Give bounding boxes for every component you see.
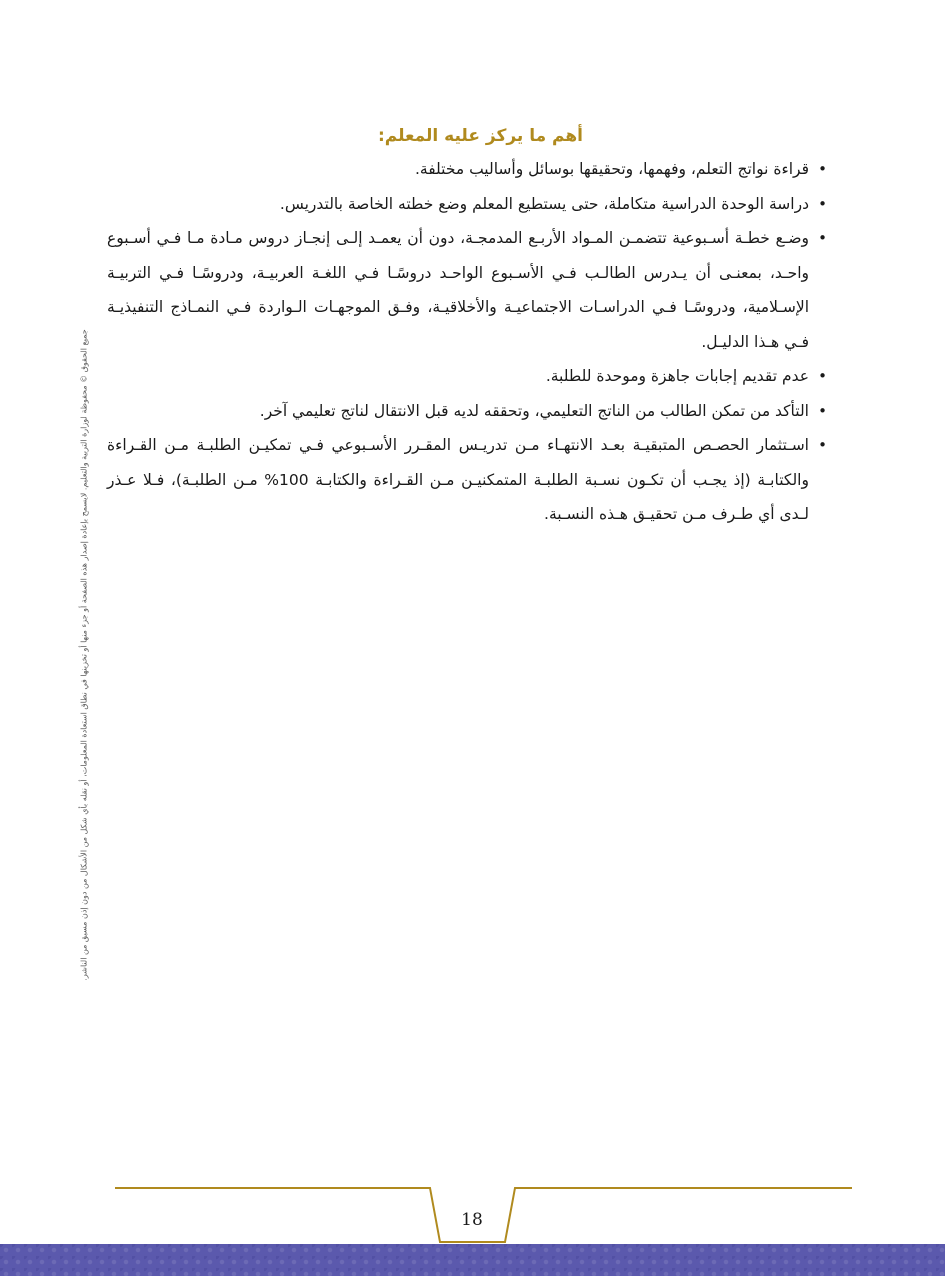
list-item-text: اسـتثمار الحصـص المتبقيـة بعـد الانتهـاء مـن تدريـس المقـرر الأسـبوعي فـي تمكيـن الطلبـة مـن القـراءة والكتابـة (إذ يجـب أن تكـون نسـبة الطلبـة المتمكنيـن مـن القـراءة والكتابـة 100% مـن الطلبـة)، فـلا عـذر لـدى أي طـرف مـن تحقيـق هـذه النسـبة. bbox=[107, 436, 809, 523]
page-number: 18 bbox=[461, 1210, 483, 1230]
bullet-icon: • bbox=[818, 436, 827, 454]
bullet-icon: • bbox=[818, 194, 827, 213]
list-item-text: قراءة نواتج التعلم، وفهمها، وتحقيقها بوسائل وأساليب مختلفة. bbox=[414, 160, 809, 178]
list-item bbox=[107, 221, 827, 359]
bullet-icon: • bbox=[818, 160, 827, 178]
bottom-decorative-band bbox=[0, 1244, 945, 1276]
list-item-text: عدم تقديم إجابات جاهزة وموحدة للطلبة. bbox=[545, 367, 809, 385]
bullet-icon: • bbox=[818, 229, 827, 247]
bullet-icon: • bbox=[818, 367, 827, 385]
focus-points-list bbox=[107, 152, 827, 532]
copyright-side-note bbox=[78, 295, 90, 1015]
copyright-text: جميع الحقوق © محفوظة لوزارة التربية والتعليم. لايسمح بإعادة إصدار هذه الصفحة أو جزء منها أو تخزينها في نطاق استعادة المعلومات، أو نقله بأي شكل من الأشكال من دون إذن مسبق من الناشر. bbox=[79, 329, 89, 981]
list-item bbox=[107, 187, 827, 222]
list-item-text: دراسة الوحدة الدراسية متكاملة، حتى يستطيع المعلم وضع خطته الخاصة بالتدريس. bbox=[279, 194, 809, 213]
list-item-text: التأكد من تمكن الطالب من الناتج التعليمي، وتحققه لديه قبل الانتقال لناتج تعليمي آخر. bbox=[259, 401, 809, 420]
bullet-icon: • bbox=[818, 401, 827, 420]
list-item bbox=[107, 152, 827, 187]
list-item bbox=[107, 394, 827, 429]
list-item bbox=[107, 359, 827, 394]
list-item bbox=[107, 428, 827, 532]
list-item-text: وضـع خطـة أسـبوعية تتضمـن المـواد الأربـع المدمجـة، دون أن يعمـد إلـى إنجـاز دروس مـادة مـا فـي أسـبوع واحـد، بمعنـى أن يـدرس الطالـب فـي الأسـبوع الواحـد دروسًـا فـي اللغـة العربيـة، ودروسًـا فـي التربيـة الإسـلامية، ودروسًـا فـي الدراسـات الاجتماعيـة والأخلاقيـة، وفـق الموجهـات الـواردة فـي النمـاذج التنفيذيـة فـي هـذا الدليـل. bbox=[107, 229, 809, 351]
section-heading: أهم ما يركز عليه المعلم: bbox=[377, 126, 583, 146]
